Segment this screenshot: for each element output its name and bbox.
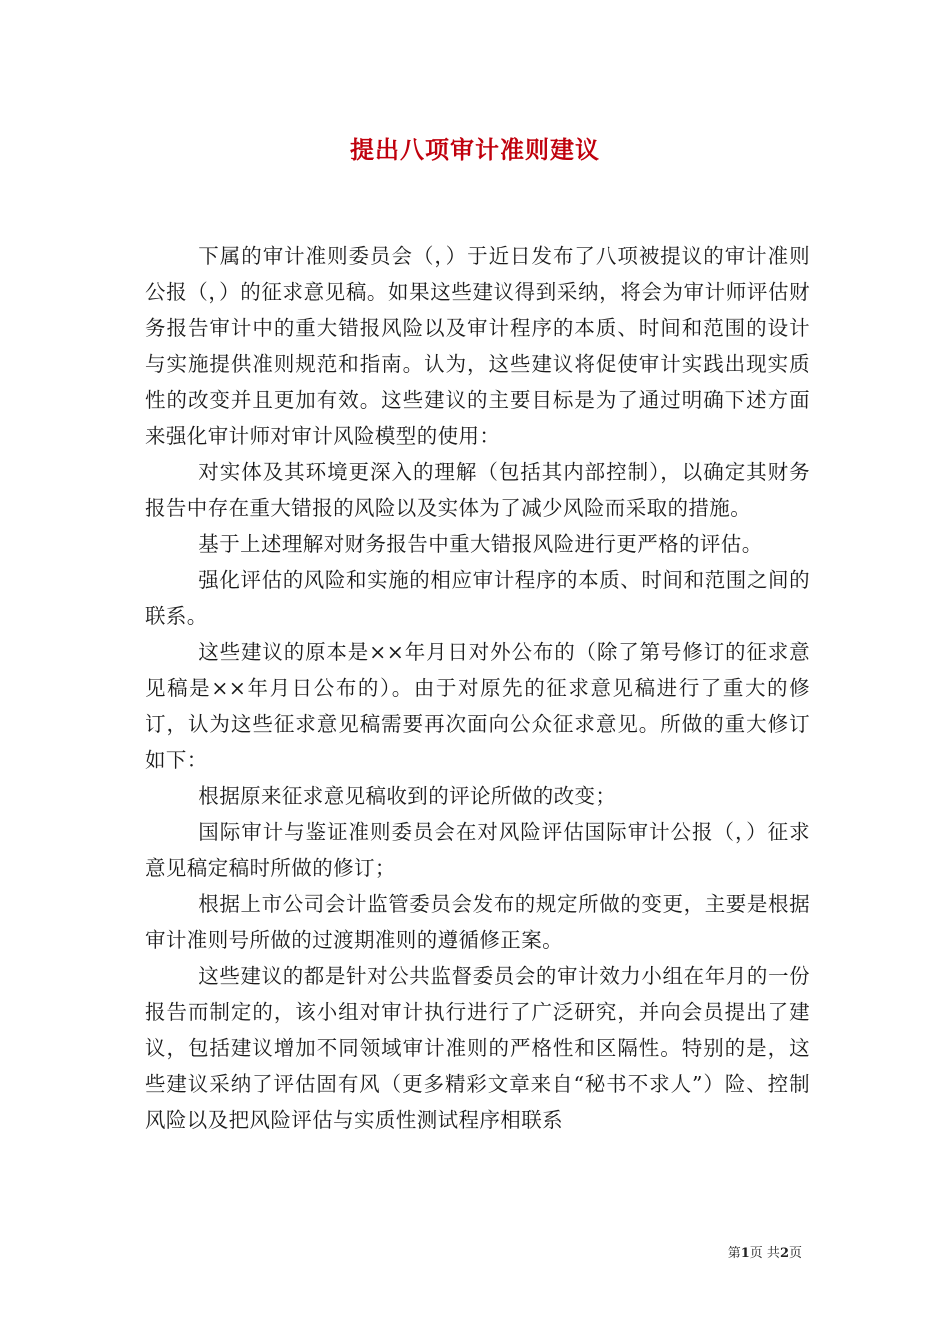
footer-suffix: 页 [788,1246,802,1261]
paragraph: 下属的审计准则委员会（，）于近日发布了八项被提议的审计准则公报（，）的征求意见稿。如果这些建议得到采纳，将会为审计师评估财务报告审计中的重大错报风险以及审计程序的本质、时间和范围的设计与实施提供准则规范和指南。认为，这些建议将促使审计实践出现实质性的改变并且更加有效。这些建议的主要目标是为了通过明确下述方面来强化审计师对审计风险模型的使用： [145,244,810,448]
current-page-number: 1 [740,1246,750,1261]
paragraph: 基于上述理解对财务报告中重大错报风险进行更严格的评估。 [198,532,763,556]
document-body [145,238,810,1138]
paragraph: 强化评估的风险和实施的相应审计程序的本质、时间和范围之间的联系。 [145,568,810,628]
paragraph: 根据上市公司会计监管委员会发布的规定所做的变更，主要是根据审计准则号所做的过渡期准则的遵循修正案。 [145,892,810,952]
footer-middle: 页 共 [749,1246,780,1261]
paragraph: 对实体及其环境更深入的理解（包括其内部控制），以确定其财务报告中存在重大错报的风险以及实体为了减少风险而采取的措施。 [145,460,810,520]
page-footer [728,1244,802,1264]
document-title: 提出八项审计准则建议 [350,135,600,164]
footer-prefix: 第 [727,1246,741,1261]
total-pages-number: 2 [779,1246,789,1261]
paragraph: 这些建议的都是针对公共监督委员会的审计效力小组在年月的一份报告而制定的，该小组对审计执行进行了广泛研究，并向会员提出了建议，包括建议增加不同领域审计准则的严格性和区隔性。特别的是，这些建议采纳了评估固有风（更多精彩文章来自“秘书不求人”）险、控制风险以及把风险评估与实质性测试程序相联系 [145,964,810,1132]
paragraph: 国际审计与鉴证准则委员会在对风险评估国际审计公报（，）征求意见稿定稿时所做的修订； [145,820,810,880]
paragraph: 这些建议的原本是××年月日对外公布的（除了第号修订的征求意见稿是××年月日公布的）。由于对原先的征求意见稿进行了重大的修订，认为这些征求意见稿需要再次面向公众征求意见。所做的重大修订如下： [145,640,810,772]
paragraph: 根据原来征求意见稿收到的评论所做的改变； [198,784,617,808]
